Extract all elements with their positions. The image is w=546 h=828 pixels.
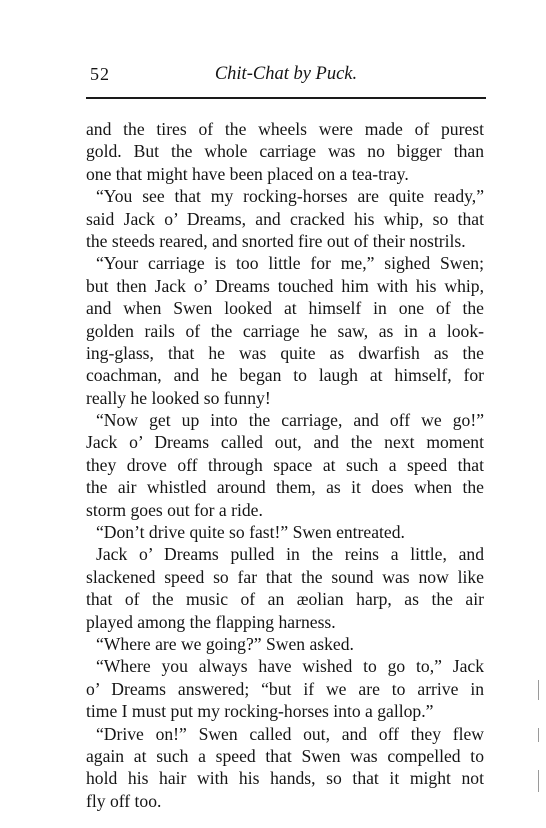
text-line: and when Swen looked at himself in one of the [86, 298, 484, 319]
text-line: “You see that my rocking-horses are quite ready,” [96, 186, 484, 207]
text-line: one that might have been placed on a tea-tray. [86, 163, 409, 184]
text-line: “Where are we going?” Swen asked. [96, 633, 354, 654]
text-line: time I must put my rocking-horses into a gallop.” [86, 701, 434, 722]
text-line: “Now get up into the carriage, and off we go!” [96, 410, 484, 431]
margin-scan-mark [538, 770, 539, 792]
text-line: “Drive on!” Swen called out, and off they flew [96, 723, 484, 744]
text-line: storm goes out for a ride. [86, 499, 263, 520]
text-line: coachman, and he began to laugh at himself, for [86, 365, 484, 386]
header-rule [86, 97, 486, 99]
page-header [86, 60, 486, 86]
text-line: really he looked so funny! [86, 387, 271, 408]
text-line: gold. But the whole carriage was no bigger than [86, 141, 484, 162]
text-line: slackened speed so far that the sound was now like [86, 566, 484, 587]
text-line: “Where you always have wished to go to,” Jack [96, 656, 484, 677]
body-text [86, 118, 484, 812]
text-line: fly off too. [86, 790, 162, 811]
text-line: they drove off through space at such a speed that [86, 454, 484, 475]
text-line: and the tires of the wheels were made of purest [86, 119, 484, 139]
text-line: again at such a speed that Swen was compelled to [86, 745, 484, 766]
margin-scan-mark [538, 680, 539, 700]
text-line: o’ Dreams answered; “but if we are to arrive in [86, 678, 484, 699]
text-line: golden rails of the carriage he saw, as in a look- [86, 320, 484, 341]
margin-scan-mark [538, 728, 539, 742]
text-line: ing-glass, that he was quite as dwarfish as the [86, 342, 484, 363]
page-number: 52 [90, 64, 110, 84]
text-line: Jack o’ Dreams called out, and the next moment [86, 432, 484, 453]
text-line: “Your carriage is too little for me,” sighed Swen; [96, 253, 484, 274]
text-line: but then Jack o’ Dreams touched him with his whip, [86, 275, 484, 296]
text-line: said Jack o’ Dreams, and cracked his whip, so that [86, 208, 484, 229]
text-line: the steeds reared, and snorted fire out of their nostrils. [86, 230, 466, 251]
text-line: hold his hair with his hands, so that it might not [86, 768, 484, 789]
text-line: “Don’t drive quite so fast!” Swen entreated. [96, 522, 405, 543]
running-head: Chit-Chat by Puck. [214, 64, 358, 84]
text-line: the air whistled around them, as it does when the [86, 477, 484, 498]
text-line: that of the music of an æolian harp, as the air [86, 589, 484, 610]
text-line: played among the flapping harness. [86, 611, 336, 632]
text-line: Jack o’ Dreams pulled in the reins a little, and [96, 544, 484, 565]
